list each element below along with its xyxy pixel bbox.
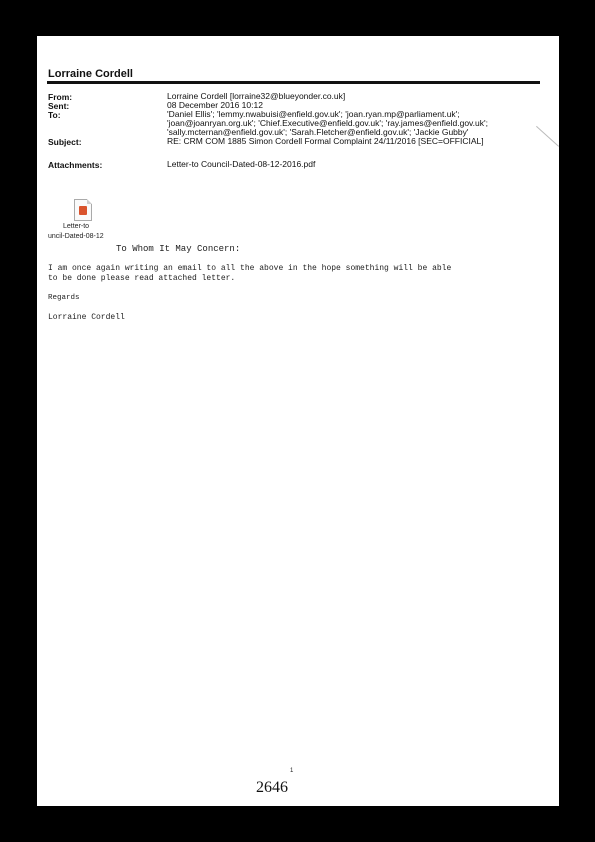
header-rule	[47, 81, 540, 84]
sender-name-heading: Lorraine Cordell	[48, 68, 133, 80]
body-line-2: to be done please read attached letter.	[48, 274, 236, 283]
to-line-3: 'sally.mcternan@enfield.gov.uk'; 'Sarah.Fletcher@enfield.gov.uk'; 'Jackie Gubby'	[167, 127, 469, 137]
subject-label: Subject:	[48, 137, 82, 147]
sent-value: 08 December 2016 10:12	[167, 100, 263, 110]
body-signature: Lorraine Cordell	[48, 313, 125, 322]
document-page	[37, 36, 559, 806]
sent-label: Sent:	[48, 101, 70, 111]
page-fold-shape	[87, 199, 92, 204]
scan-artifact-line	[536, 126, 559, 147]
pdf-file-icon[interactable]	[74, 199, 92, 221]
page-number: 1	[290, 768, 294, 774]
from-label: From:	[48, 92, 73, 102]
to-label: To:	[48, 110, 61, 120]
bates-number: 2646	[256, 779, 288, 796]
pdf-glyph	[79, 206, 87, 215]
attachment-caption-line1: Letter-to	[63, 223, 90, 230]
attachments-value: Letter-to Council-Dated-08-12-2016.pdf	[167, 159, 316, 169]
attachment-caption-line2: uncil-Dated-08-12	[48, 233, 104, 240]
subject-value: RE: CRM COM 1885 Simon Cordell Formal Complaint 24/11/2016 [SEC=OFFICIAL]	[167, 136, 484, 146]
body-line-1: I am once again writing an email to all the above in the hope something will be able	[48, 264, 452, 273]
to-line-2: 'joan@joanryan.org.uk'; 'Chief.Executive@enfield.gov.uk'; 'ray.james@enfield.gov.uk';	[167, 118, 489, 128]
attachments-label: Attachments:	[48, 160, 103, 170]
from-value: Lorraine Cordell [lorraine32@blueyonder.co.uk]	[167, 91, 346, 101]
body-greeting: To Whom It May Concern:	[116, 244, 241, 254]
to-line-1: 'Daniel Ellis'; 'lemmy.nwabuisi@enfield.gov.uk'; 'joan.ryan.mp@parliament.uk';	[167, 109, 460, 119]
body-signoff: Regards	[48, 294, 80, 302]
